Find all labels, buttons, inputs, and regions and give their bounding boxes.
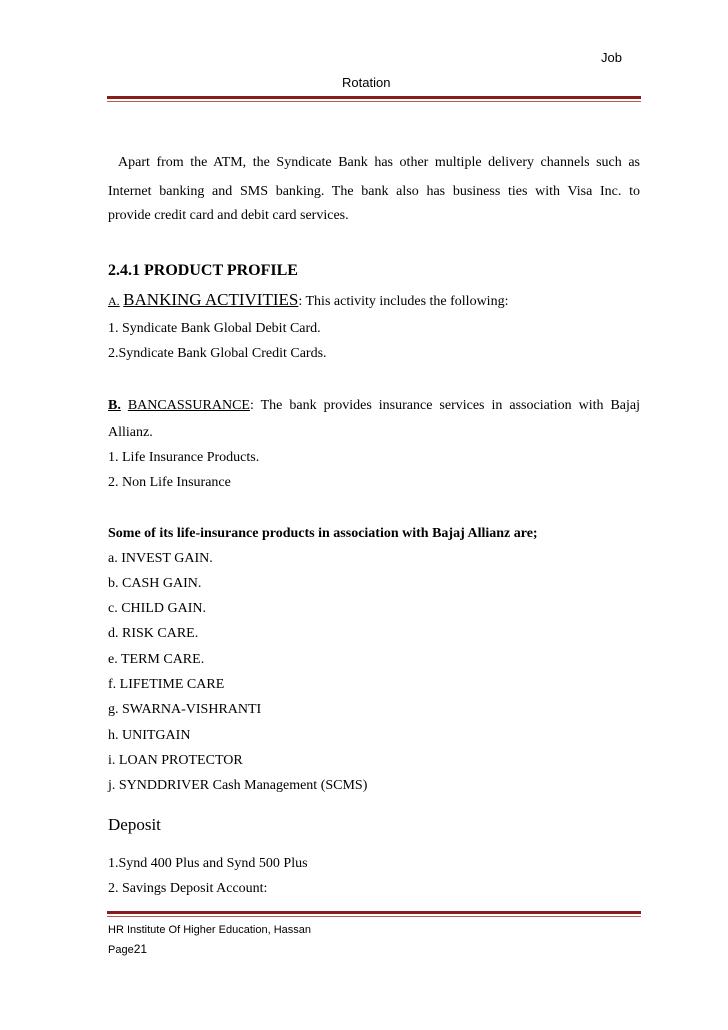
life-products-heading: Some of its life-insurance products in association with Bajaj Allianz are; bbox=[108, 526, 538, 541]
footer-page-label: Page bbox=[108, 944, 134, 956]
life-product-item: g. SWARNA-VISHRANTI bbox=[108, 702, 262, 717]
section-a-text: : This activity includes the following: bbox=[298, 294, 509, 309]
section-b-item-2: 2. Non Life Insurance bbox=[108, 475, 231, 490]
life-product-item: e. TERM CARE. bbox=[108, 652, 205, 667]
header-rule-thin bbox=[107, 101, 641, 102]
section-b-item-1: 1. Life Insurance Products. bbox=[108, 450, 260, 465]
life-product-item: i. LOAN PROTECTOR bbox=[108, 753, 243, 768]
section-a-item-2: 2.Syndicate Bank Global Credit Cards. bbox=[108, 346, 327, 361]
section-a-line bbox=[108, 290, 508, 310]
life-product-item: c. CHILD GAIN. bbox=[108, 601, 206, 616]
intro-line-1: Apart from the ATM, the Syndicate Bank has other multiple delivery channels such as bbox=[118, 155, 640, 170]
deposit-item-1: 1.Synd 400 Plus and Synd 500 Plus bbox=[108, 856, 308, 871]
life-product-item: a. INVEST GAIN. bbox=[108, 551, 213, 566]
header-title-line2: Rotation bbox=[342, 75, 391, 90]
footer-page-number: 21 bbox=[133, 942, 148, 956]
life-product-item: b. CASH GAIN. bbox=[108, 576, 202, 591]
header-rule-thick bbox=[107, 96, 641, 99]
section-b-text-cont: Allianz. bbox=[108, 425, 153, 440]
section-b-title: BANCASSURANCE bbox=[127, 398, 250, 413]
deposit-heading: Deposit bbox=[108, 815, 161, 834]
header-title-line1: Job bbox=[601, 50, 622, 65]
footer-rule-thin bbox=[107, 916, 641, 917]
section-b-marker: B. bbox=[108, 398, 121, 413]
life-product-item: d. RISK CARE. bbox=[108, 626, 199, 641]
footer-rule-thick bbox=[107, 911, 641, 914]
life-product-item: f. LIFETIME CARE bbox=[108, 677, 225, 692]
intro-line-3: provide credit card and debit card services. bbox=[108, 208, 349, 223]
footer-page bbox=[108, 942, 147, 956]
section-a-item-1: 1. Syndicate Bank Global Debit Card. bbox=[108, 321, 321, 336]
footer-institute: HR Institute Of Higher Education, Hassan bbox=[108, 924, 311, 936]
deposit-item-2: 2. Savings Deposit Account: bbox=[108, 881, 268, 896]
section-b-text: : The bank provides insurance services in association with Bajaj bbox=[249, 398, 641, 413]
section-a-title: BANKING ACTIVITIES bbox=[123, 290, 299, 309]
section-a-marker: A. bbox=[108, 294, 120, 308]
life-product-item: h. UNITGAIN bbox=[108, 728, 191, 743]
life-product-item: j. SYNDDRIVER Cash Management (SCMS) bbox=[108, 778, 368, 793]
section-b-line bbox=[108, 398, 640, 414]
product-profile-heading: 2.4.1 PRODUCT PROFILE bbox=[108, 262, 298, 279]
intro-line-2: Internet banking and SMS banking. The bank also has business ties with Visa Inc. to bbox=[108, 184, 640, 199]
